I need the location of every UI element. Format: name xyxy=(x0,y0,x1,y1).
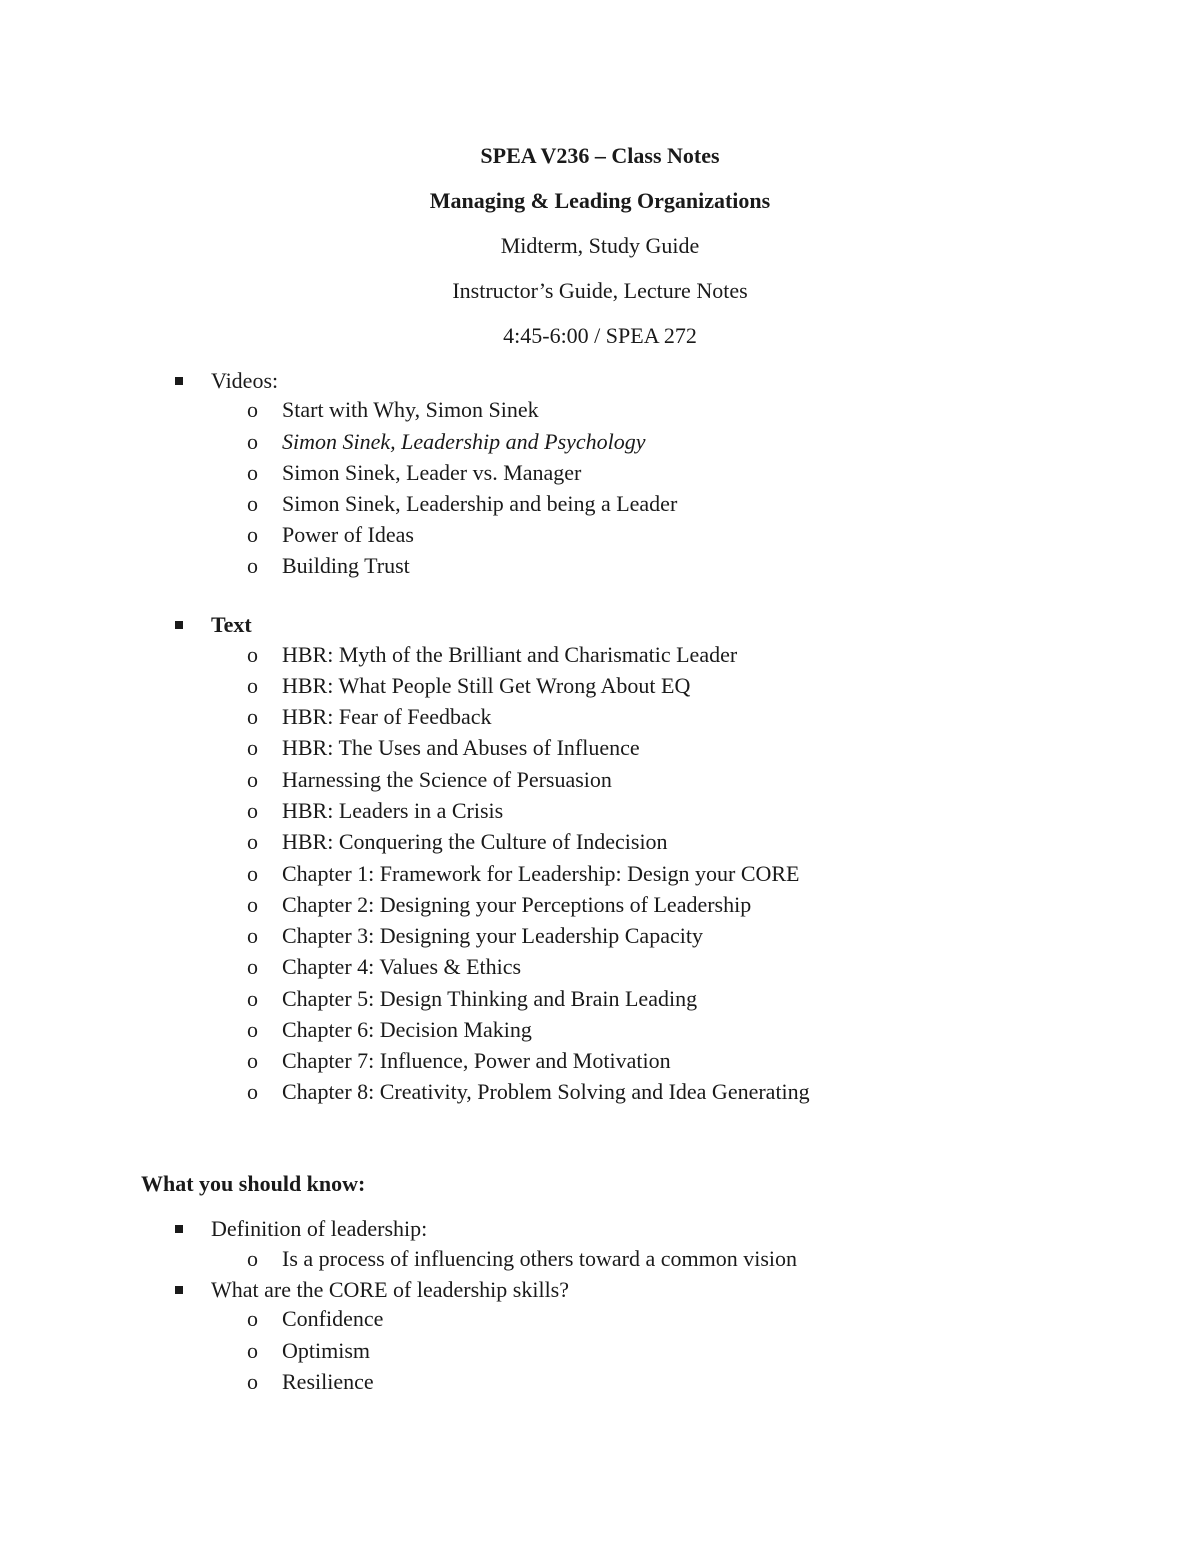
text-item-label: Chapter 3: Designing your Leadership Capacity xyxy=(282,923,703,948)
circle-bullet-icon: o xyxy=(247,1048,258,1073)
video-item-label: Start with Why, Simon Sinek xyxy=(282,397,539,422)
circle-bullet-icon: o xyxy=(247,767,258,792)
text-item-label: Chapter 2: Designing your Perceptions of Leadership xyxy=(282,892,752,917)
definition-question: Definition of leadership: xyxy=(211,1216,428,1241)
circle-bullet-icon: o xyxy=(247,1079,258,1104)
circle-bullet-icon: o xyxy=(247,522,258,547)
circle-bullet-icon: o xyxy=(247,735,258,760)
circle-bullet-icon: o xyxy=(247,704,258,729)
text-label: Text xyxy=(211,612,252,637)
circle-bullet-icon: o xyxy=(247,892,258,917)
text-item-label: Chapter 5: Design Thinking and Brain Leading xyxy=(282,986,698,1011)
know-heading: What you should know: xyxy=(141,1171,366,1196)
circle-bullet-icon: o xyxy=(247,861,258,886)
circle-bullet-icon: o xyxy=(247,397,258,422)
circle-bullet-icon: o xyxy=(247,1017,258,1042)
guide-title: Midterm, Study Guide xyxy=(500,233,700,258)
circle-bullet-icon: o xyxy=(247,429,258,454)
video-item-label: Simon Sinek, Leadership and being a Leader xyxy=(282,491,678,516)
text-item-label: Chapter 7: Influence, Power and Motivation xyxy=(282,1048,671,1073)
text-item-label: HBR: Fear of Feedback xyxy=(282,704,492,729)
circle-bullet-icon: o xyxy=(247,798,258,823)
text-item-label: Chapter 8: Creativity, Problem Solving and Idea Generating xyxy=(282,1079,810,1104)
text-item-label: Chapter 4: Values & Ethics xyxy=(282,954,522,979)
circle-bullet-icon: o xyxy=(247,491,258,516)
video-item-label: Power of Ideas xyxy=(282,522,414,547)
video-item-label: Building Trust xyxy=(282,553,410,578)
text-item-label: HBR: The Uses and Abuses of Influence xyxy=(282,735,640,760)
circle-bullet-icon: o xyxy=(247,673,258,698)
guide-source: Instructor’s Guide, Lecture Notes xyxy=(452,278,748,303)
circle-bullet-icon: o xyxy=(247,829,258,854)
text-item-label: Harnessing the Science of Persuasion xyxy=(282,767,612,792)
video-item-label: Simon Sinek, Leader vs. Manager xyxy=(282,460,582,485)
circle-bullet-icon: o xyxy=(247,923,258,948)
circle-bullet-icon: o xyxy=(247,954,258,979)
core-item-label: Optimism xyxy=(282,1338,371,1363)
definition-answer: Is a process of influencing others toward a common vision xyxy=(282,1246,798,1271)
text-item-label: HBR: Conquering the Culture of Indecision xyxy=(282,829,668,854)
square-bullet-icon xyxy=(175,1286,183,1294)
circle-bullet-icon: o xyxy=(247,1338,258,1363)
course-title: SPEA V236 – Class Notes xyxy=(480,143,720,168)
circle-bullet-icon: o xyxy=(247,1306,258,1331)
square-bullet-icon xyxy=(175,377,183,385)
circle-bullet-icon: o xyxy=(247,986,258,1011)
core-question: What are the CORE of leadership skills? xyxy=(211,1277,570,1302)
square-bullet-icon xyxy=(175,1225,183,1233)
text-item-label: HBR: Leaders in a Crisis xyxy=(282,798,504,823)
circle-bullet-icon: o xyxy=(247,460,258,485)
text-item-label: HBR: Myth of the Brilliant and Charismatic Leader xyxy=(282,642,738,667)
circle-bullet-icon: o xyxy=(247,553,258,578)
circle-bullet-icon: o xyxy=(247,1246,258,1271)
square-bullet-icon xyxy=(175,621,183,629)
text-item-label: Chapter 6: Decision Making xyxy=(282,1017,532,1042)
core-item-label: Confidence xyxy=(282,1306,384,1331)
time-location: 4:45-6:00 / SPEA 272 xyxy=(503,323,697,348)
circle-bullet-icon: o xyxy=(247,642,258,667)
core-item-label: Resilience xyxy=(282,1369,374,1394)
video-item-label: Simon Sinek, Leadership and Psychology xyxy=(282,429,646,454)
videos-label: Videos: xyxy=(211,368,279,393)
text-item-label: HBR: What People Still Get Wrong About EQ xyxy=(282,673,691,698)
text-item-label: Chapter 1: Framework for Leadership: Design your CORE xyxy=(282,861,800,886)
course-subtitle: Managing & Leading Organizations xyxy=(429,188,771,213)
circle-bullet-icon: o xyxy=(247,1369,258,1394)
